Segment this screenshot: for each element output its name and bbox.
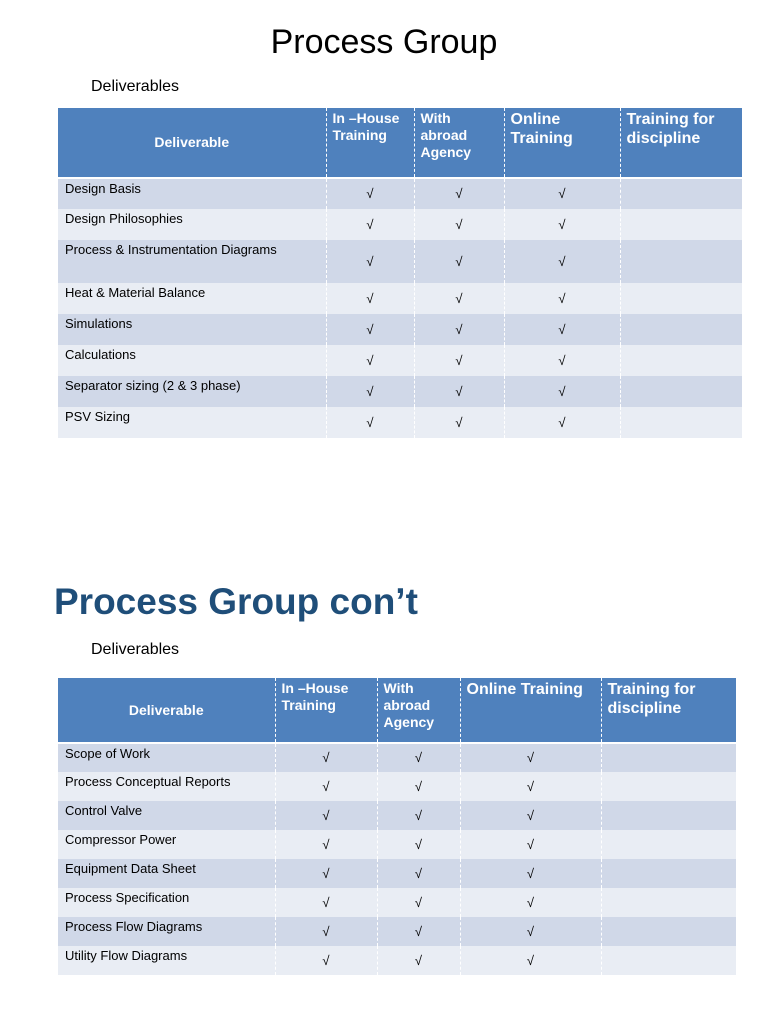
empty-cell bbox=[620, 314, 742, 345]
check-mark: √ bbox=[326, 314, 414, 345]
table-header-row bbox=[58, 108, 742, 178]
table-row bbox=[58, 407, 742, 438]
deliverable-name: Process & Instrumentation Diagrams bbox=[58, 240, 326, 283]
check-mark: √ bbox=[275, 801, 377, 830]
check-mark: √ bbox=[504, 314, 620, 345]
slide-process-group-cont bbox=[0, 560, 768, 1000]
table-row bbox=[58, 209, 742, 240]
check-mark: √ bbox=[377, 801, 460, 830]
empty-cell bbox=[601, 917, 736, 946]
deliverable-name: Utility Flow Diagrams bbox=[58, 946, 275, 975]
column-header-online-training: Online Training bbox=[504, 108, 620, 178]
column-header-deliverable: Deliverable bbox=[58, 678, 275, 743]
deliverable-name: Process Specification bbox=[58, 888, 275, 917]
column-header-training-for-discipline: Training for discipline bbox=[620, 108, 742, 178]
check-mark: √ bbox=[414, 283, 504, 314]
empty-cell bbox=[620, 209, 742, 240]
check-mark: √ bbox=[275, 830, 377, 859]
column-header-with-abroad-agency: With abroad Agency bbox=[414, 108, 504, 178]
check-mark: √ bbox=[326, 209, 414, 240]
slide-title: Process Group bbox=[270, 23, 498, 61]
deliverable-name: Compressor Power bbox=[58, 830, 275, 859]
slide-subtitle: Deliverables bbox=[91, 641, 180, 658]
check-mark: √ bbox=[326, 178, 414, 209]
check-mark: √ bbox=[414, 178, 504, 209]
table-row bbox=[58, 743, 736, 772]
empty-cell bbox=[620, 345, 742, 376]
check-mark: √ bbox=[326, 407, 414, 438]
column-header-with-abroad-agency: With abroad Agency bbox=[377, 678, 460, 743]
check-mark: √ bbox=[504, 209, 620, 240]
empty-cell bbox=[601, 801, 736, 830]
check-mark: √ bbox=[326, 376, 414, 407]
table-row bbox=[58, 888, 736, 917]
check-mark: √ bbox=[460, 917, 601, 946]
empty-cell bbox=[601, 946, 736, 975]
column-header-in-house-training: In –House Training bbox=[275, 678, 377, 743]
check-mark: √ bbox=[504, 240, 620, 283]
empty-cell bbox=[620, 178, 742, 209]
check-mark: √ bbox=[326, 240, 414, 283]
column-header-online-training: Online Training bbox=[460, 678, 601, 743]
deliverable-name: Simulations bbox=[58, 314, 326, 345]
check-mark: √ bbox=[460, 888, 601, 917]
table-header-row bbox=[58, 678, 736, 743]
check-mark: √ bbox=[414, 314, 504, 345]
empty-cell bbox=[601, 743, 736, 772]
check-mark: √ bbox=[377, 830, 460, 859]
deliverable-name: Calculations bbox=[58, 345, 326, 376]
check-mark: √ bbox=[504, 345, 620, 376]
check-mark: √ bbox=[460, 830, 601, 859]
deliverable-name: Separator sizing (2 & 3 phase) bbox=[58, 376, 326, 407]
check-mark: √ bbox=[275, 888, 377, 917]
deliverable-name: Heat & Material Balance bbox=[58, 283, 326, 314]
empty-cell bbox=[620, 376, 742, 407]
check-mark: √ bbox=[460, 743, 601, 772]
deliverable-name: Scope of Work bbox=[58, 743, 275, 772]
table-row bbox=[58, 376, 742, 407]
table-row bbox=[58, 946, 736, 975]
check-mark: √ bbox=[275, 946, 377, 975]
check-mark: √ bbox=[504, 376, 620, 407]
table-row bbox=[58, 345, 742, 376]
deliverables-table bbox=[58, 108, 742, 438]
table-row bbox=[58, 178, 742, 209]
slide-subtitle: Deliverables bbox=[91, 78, 180, 95]
check-mark: √ bbox=[414, 209, 504, 240]
deliverable-name: Equipment Data Sheet bbox=[58, 859, 275, 888]
table-row bbox=[58, 917, 736, 946]
deliverable-name: Process Conceptual Reports bbox=[58, 772, 275, 801]
check-mark: √ bbox=[460, 859, 601, 888]
column-header-in-house-training: In –House Training bbox=[326, 108, 414, 178]
deliverable-name: Control Valve bbox=[58, 801, 275, 830]
check-mark: √ bbox=[460, 801, 601, 830]
check-mark: √ bbox=[414, 376, 504, 407]
check-mark: √ bbox=[377, 743, 460, 772]
table-row bbox=[58, 314, 742, 345]
check-mark: √ bbox=[377, 859, 460, 888]
check-mark: √ bbox=[504, 178, 620, 209]
empty-cell bbox=[601, 830, 736, 859]
deliverable-name: Process Flow Diagrams bbox=[58, 917, 275, 946]
check-mark: √ bbox=[414, 345, 504, 376]
check-mark: √ bbox=[377, 888, 460, 917]
empty-cell bbox=[620, 283, 742, 314]
deliverable-name: Design Basis bbox=[58, 178, 326, 209]
deliverable-name: Design Philosophies bbox=[58, 209, 326, 240]
empty-cell bbox=[620, 407, 742, 438]
empty-cell bbox=[601, 772, 736, 801]
empty-cell bbox=[601, 859, 736, 888]
check-mark: √ bbox=[504, 407, 620, 438]
slide-title: Process Group con’t bbox=[54, 581, 418, 622]
empty-cell bbox=[601, 888, 736, 917]
check-mark: √ bbox=[275, 917, 377, 946]
check-mark: √ bbox=[504, 283, 620, 314]
check-mark: √ bbox=[377, 772, 460, 801]
check-mark: √ bbox=[326, 345, 414, 376]
check-mark: √ bbox=[377, 917, 460, 946]
table-row bbox=[58, 801, 736, 830]
check-mark: √ bbox=[414, 240, 504, 283]
table-row bbox=[58, 772, 736, 801]
check-mark: √ bbox=[326, 283, 414, 314]
table-row bbox=[58, 240, 742, 283]
deliverables-table bbox=[58, 678, 736, 975]
table-row bbox=[58, 830, 736, 859]
table-row bbox=[58, 859, 736, 888]
check-mark: √ bbox=[377, 946, 460, 975]
check-mark: √ bbox=[460, 772, 601, 801]
check-mark: √ bbox=[414, 407, 504, 438]
check-mark: √ bbox=[460, 946, 601, 975]
column-header-deliverable: Deliverable bbox=[58, 108, 326, 178]
deliverable-name: PSV Sizing bbox=[58, 407, 326, 438]
check-mark: √ bbox=[275, 859, 377, 888]
column-header-training-for-discipline: Training for discipline bbox=[601, 678, 736, 743]
slide-process-group bbox=[0, 0, 768, 470]
table-row bbox=[58, 283, 742, 314]
check-mark: √ bbox=[275, 772, 377, 801]
empty-cell bbox=[620, 240, 742, 283]
check-mark: √ bbox=[275, 743, 377, 772]
